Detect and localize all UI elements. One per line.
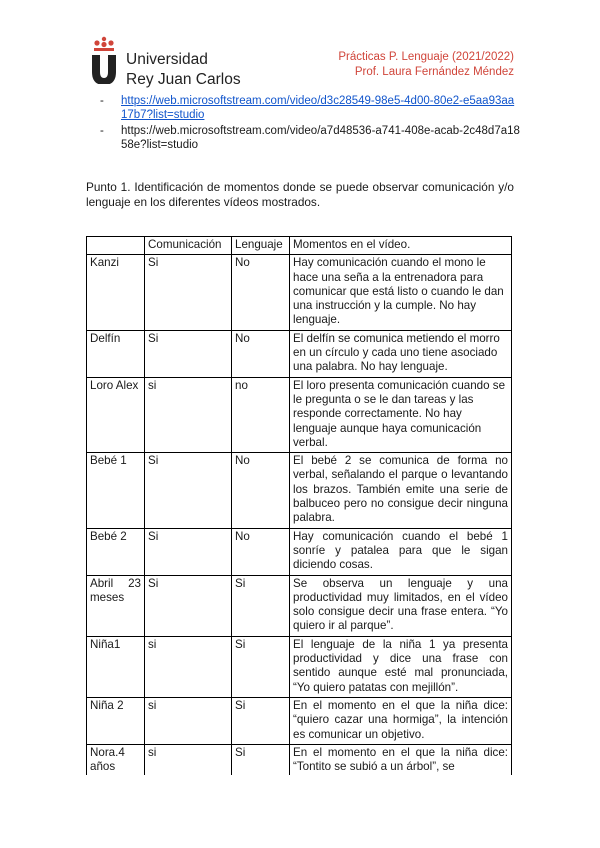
intro-paragraph: Punto 1. Identificación de momentos donde se puede observar comunicación y/o lenguaje en los diferentes vídeos mostrados. — [86, 180, 514, 209]
university-logo — [86, 36, 246, 92]
cell-lenguaje: No — [232, 453, 290, 528]
cell-subject: Delfín — [87, 330, 145, 377]
cell-subject: Nora.4 años — [87, 744, 145, 777]
table-row — [87, 453, 512, 528]
cell-momentos: Hay comunicación cuando el mono le hace una seña a la entrenadora para comunicar que está listo o cuando le dan una instrucción y la cumple. No hay lenguaje. — [290, 255, 512, 330]
list-item — [100, 95, 520, 122]
cell-momentos: El loro presenta comunicación cuando se le pregunta o se le dan tareas y las responde correctamente. No hay lenguaje aunque haya comunicación verbal. — [290, 377, 512, 452]
table-row — [87, 255, 512, 330]
cell-subject: Kanzi — [87, 255, 145, 330]
cell-comunicacion: Si — [145, 575, 232, 636]
cell-momentos: El bebé 2 se comunica de forma no verbal, señalando el parque o levantando los brazos. También emite una serie de balbuceo pero no consigue decir ninguna palabra. — [290, 453, 512, 528]
cell-comunicacion: Si — [145, 453, 232, 528]
list-bullet: - — [100, 95, 104, 107]
header-course-info — [338, 50, 514, 80]
table-row — [87, 575, 512, 636]
table-row — [87, 377, 512, 452]
table-row — [87, 697, 512, 744]
cell-momentos: En el momento en el que la niña dice: “Tontito se subió a un árbol”, se — [290, 744, 512, 777]
header-cell-lenguaje: Lenguaje — [232, 237, 290, 255]
cell-lenguaje: Si — [232, 697, 290, 744]
course-title: Prácticas P. Lenguaje (2021/2022) — [338, 51, 514, 63]
cell-subject: Abril 23 meses — [87, 575, 145, 636]
university-name — [126, 50, 241, 90]
cell-lenguaje: No — [232, 255, 290, 330]
professor-name: Prof. Laura Fernández Méndez — [354, 66, 514, 78]
header-cell-comunicacion: Comunicación — [145, 237, 232, 255]
cell-comunicacion: si — [145, 744, 232, 777]
cell-subject: Niña 2 — [87, 697, 145, 744]
video-link-1[interactable]: https://web.microsoftstream.com/video/d3c28549-98e5-4d00-80e2-e5aa93aa17b7?list=studio — [121, 95, 515, 121]
cell-comunicacion: Si — [145, 255, 232, 330]
cell-subject: Loro Alex — [87, 377, 145, 452]
cell-momentos: Hay comunicación cuando el bebé 1 sonríe y patalea para que le sigan diciendo cosas. — [290, 528, 512, 575]
table-row — [87, 330, 512, 377]
video-links-list — [100, 95, 520, 155]
moments-table — [86, 236, 512, 777]
cell-lenguaje: No — [232, 330, 290, 377]
cell-lenguaje: Si — [232, 636, 290, 697]
cell-lenguaje: Si — [232, 575, 290, 636]
cell-lenguaje: Si — [232, 744, 290, 777]
cell-lenguaje: No — [232, 528, 290, 575]
page-bottom-margin — [0, 775, 600, 848]
cell-momentos: Se observa un lenguaje y una productividad muy limitados, en el vídeo solo consigue decir una frase entera. “Yo quiero ir al parque”. — [290, 575, 512, 636]
table-row — [87, 744, 512, 777]
university-name-line2: Rey Juan Carlos — [126, 71, 241, 88]
cell-comunicacion: Si — [145, 528, 232, 575]
list-item — [100, 125, 520, 152]
crown-u-logo-icon — [86, 36, 122, 84]
cell-subject: Bebé 1 — [87, 453, 145, 528]
cell-subject: Bebé 2 — [87, 528, 145, 575]
table-row — [87, 528, 512, 575]
cell-momentos: El delfín se comunica metiendo el morro en un círculo y cada uno tiene asociado una palabra. No hay lenguaje. — [290, 330, 512, 377]
header-cell-subject — [87, 237, 145, 255]
cell-comunicacion: Si — [145, 330, 232, 377]
table-header-row — [87, 237, 512, 255]
university-name-line1: Universidad — [126, 51, 208, 68]
video-link-2-text: https://web.microsoftstream.com/video/a7d48536-a741-408e-acab-2c48d7a1858e?list=studio — [121, 125, 520, 151]
cell-lenguaje: no — [232, 377, 290, 452]
cell-momentos: En el momento en el que la niña dice: “quiero cazar una hormiga”, la intención es comunicar un objetivo. — [290, 697, 512, 744]
table-row — [87, 636, 512, 697]
cell-subject: Niña1 — [87, 636, 145, 697]
cell-momentos: El lenguaje de la niña 1 ya presenta productividad y dice una frase con sentido aunque esté mal pronunciada, “Yo quiero patatas con mejillón”. — [290, 636, 512, 697]
cell-comunicacion: si — [145, 636, 232, 697]
cell-comunicacion: si — [145, 377, 232, 452]
list-bullet: - — [100, 125, 104, 137]
header-cell-momentos: Momentos en el vídeo. — [290, 237, 512, 255]
cell-comunicacion: si — [145, 697, 232, 744]
